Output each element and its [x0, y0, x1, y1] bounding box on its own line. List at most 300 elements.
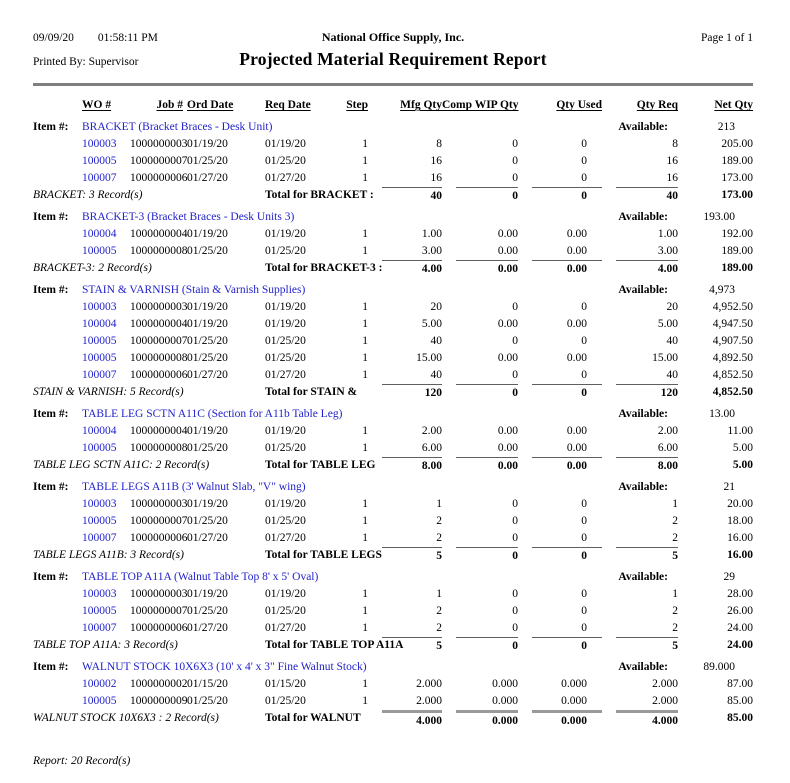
- section-total-row: [33, 457, 753, 474]
- qty-req: 2: [672, 605, 678, 617]
- item-section: [33, 479, 753, 564]
- item-link[interactable]: TABLE LEGS A11B (3' Walnut Slab, "V" wing): [82, 481, 306, 493]
- wo-detail-row: [33, 243, 753, 260]
- available-value: 13.00: [709, 408, 735, 420]
- ord-date: 01/25/20: [187, 155, 228, 167]
- wo-link[interactable]: 100004: [82, 228, 117, 240]
- available-label: Available:: [618, 284, 668, 296]
- req-date: 01/19/20: [265, 425, 306, 437]
- job-number: 1000000008: [130, 442, 188, 454]
- mfg-qty: 2: [436, 605, 442, 617]
- wo-detail-row: [33, 440, 753, 457]
- comp-wip-qty: 0: [512, 369, 518, 381]
- wo-detail-row: [33, 299, 753, 316]
- wo-link[interactable]: 100005: [82, 155, 117, 167]
- wo-number-cell: [82, 496, 130, 513]
- row-indent: [33, 530, 82, 547]
- item-section: [33, 282, 753, 401]
- total-comp-wip-qty: 0: [456, 547, 518, 565]
- row-indent: [33, 243, 82, 260]
- step: 1: [362, 155, 368, 167]
- item-label: Item #:: [33, 121, 69, 133]
- qty-used: 0: [581, 335, 587, 347]
- net-qty: 189.00: [721, 245, 753, 257]
- col-header-comp-wip-qty: [442, 98, 518, 114]
- qty-req: 40: [666, 369, 678, 381]
- wo-detail-row: [33, 620, 753, 637]
- mfg-qty: 2: [436, 515, 442, 527]
- comp-wip-qty: 0: [512, 301, 518, 313]
- wo-detail-row: [33, 496, 753, 513]
- qty-used: 0.00: [566, 228, 587, 240]
- wo-detail-row: [33, 153, 753, 170]
- ord-date: 01/25/20: [187, 605, 228, 617]
- item-link[interactable]: TABLE TOP A11A (Walnut Table Top 8' x 5' Oval): [82, 571, 319, 583]
- qty-req: 3.00: [657, 245, 678, 257]
- item-header-row: [33, 209, 753, 226]
- row-indent: [33, 136, 82, 153]
- qty-req: 1.00: [657, 228, 678, 240]
- item-label: Item #:: [33, 284, 69, 296]
- total-net-qty: 85.00: [727, 712, 753, 724]
- item-cell: [82, 479, 442, 496]
- item-link[interactable]: BRACKET (Bracket Braces - Desk Unit): [82, 121, 273, 133]
- req-date: 01/15/20: [265, 678, 306, 690]
- job-number: 1000000006: [130, 369, 188, 381]
- wo-link[interactable]: 100003: [82, 498, 117, 510]
- item-cell: [82, 209, 442, 226]
- comp-wip-qty: 0: [512, 532, 518, 544]
- row-indent: [33, 98, 82, 114]
- req-date: 01/25/20: [265, 352, 306, 364]
- total-net-qty: 4,852.50: [712, 386, 753, 398]
- wo-link[interactable]: 100005: [82, 605, 117, 617]
- mfg-qty: 2: [436, 622, 442, 634]
- wo-detail-row: [33, 226, 753, 243]
- wo-detail-row: [33, 136, 753, 153]
- section-total-row: [33, 710, 753, 727]
- section-total-row: [33, 260, 753, 277]
- wo-number-cell: [82, 530, 130, 547]
- qty-used: 0.000: [561, 678, 587, 690]
- req-date: 01/25/20: [265, 335, 306, 347]
- total-net-qty: 173.00: [721, 189, 753, 201]
- wo-link[interactable]: 100005: [82, 695, 117, 707]
- wo-number-cell: [82, 440, 130, 457]
- wo-detail-row: [33, 333, 753, 350]
- total-label: Total for WALNUT: [265, 712, 361, 724]
- qty-used: 0: [581, 498, 587, 510]
- wo-link[interactable]: 100003: [82, 588, 117, 600]
- wo-link[interactable]: 100004: [82, 318, 117, 330]
- job-number: 1000000007: [130, 335, 188, 347]
- wo-link[interactable]: 100004: [82, 425, 117, 437]
- qty-req: 6.00: [657, 442, 678, 454]
- wo-number-cell: [82, 367, 130, 384]
- total-mfg-qty: 4.000: [382, 710, 442, 730]
- item-label: Item #:: [33, 661, 69, 673]
- ord-date: 01/19/20: [187, 425, 228, 437]
- job-number: 1000000009: [130, 695, 188, 707]
- net-qty: 189.00: [721, 155, 753, 167]
- row-indent: [33, 226, 82, 243]
- net-qty: 24.00: [727, 622, 753, 634]
- wo-link[interactable]: 100007: [82, 172, 117, 184]
- job-number: 1000000008: [130, 352, 188, 364]
- ord-date: 01/25/20: [187, 245, 228, 257]
- net-qty: 4,947.50: [712, 318, 753, 330]
- total-mfg-qty: 8.00: [382, 457, 442, 475]
- wo-detail-row: [33, 603, 753, 620]
- wo-link[interactable]: 100003: [82, 138, 117, 150]
- comp-wip-qty: 0: [512, 605, 518, 617]
- wo-link[interactable]: 100002: [82, 678, 117, 690]
- item-label: Item #:: [33, 571, 69, 583]
- col-header-qty-req: [602, 98, 678, 114]
- qty-req: 2: [672, 532, 678, 544]
- wo-number-cell: [82, 243, 130, 260]
- row-indent: [33, 350, 82, 367]
- row-indent: [33, 586, 82, 603]
- net-qty: 20.00: [727, 498, 753, 510]
- comp-wip-qty: 0.00: [497, 442, 518, 454]
- step: 1: [362, 515, 368, 527]
- total-qty-req: 8.00: [616, 457, 678, 475]
- total-qty-used: 0.00: [532, 260, 602, 278]
- comp-wip-qty: 0: [512, 138, 518, 150]
- net-qty: 28.00: [727, 588, 753, 600]
- comp-wip-qty: 0.00: [497, 425, 518, 437]
- mfg-qty: 2: [436, 532, 442, 544]
- net-qty: 26.00: [727, 605, 753, 617]
- total-qty-req: 5: [616, 637, 678, 655]
- wo-link[interactable]: 100003: [82, 301, 117, 313]
- net-qty: 87.00: [727, 678, 753, 690]
- total-comp-wip-qty: 0.00: [456, 457, 518, 475]
- item-cell: [82, 659, 442, 676]
- wo-number-cell: [82, 423, 130, 440]
- req-date: 01/25/20: [265, 442, 306, 454]
- qty-req: 1: [672, 588, 678, 600]
- total-comp-wip-qty: 0.00: [456, 260, 518, 278]
- section-total-row: [33, 384, 753, 401]
- wo-number-cell: [82, 513, 130, 530]
- job-number: 1000000006: [130, 622, 188, 634]
- qty-used: 0: [581, 605, 587, 617]
- total-net-qty: 189.00: [721, 262, 753, 274]
- step: 1: [362, 695, 368, 707]
- col-header-label: Net Qty: [714, 99, 753, 111]
- wo-detail-row: [33, 530, 753, 547]
- item-header-row: [33, 569, 753, 586]
- qty-used: 0: [581, 301, 587, 313]
- row-indent: [33, 620, 82, 637]
- ord-date: 01/19/20: [187, 498, 228, 510]
- wo-detail-row: [33, 586, 753, 603]
- total-mfg-qty: 4.00: [382, 260, 442, 278]
- item-header-row: [33, 479, 753, 496]
- mfg-qty: 15.00: [416, 352, 442, 364]
- section-total-row: [33, 187, 753, 204]
- req-date: 01/27/20: [265, 532, 306, 544]
- wo-number-cell: [82, 620, 130, 637]
- comp-wip-qty: 0: [512, 172, 518, 184]
- total-qty-used: 0: [532, 384, 602, 402]
- available-value: 213: [717, 121, 735, 133]
- ord-date: 01/27/20: [187, 369, 228, 381]
- item-link[interactable]: WALNUT STOCK 10X6X3 (10' x 4' x 3" Fine Walnut Stock): [82, 661, 367, 673]
- ord-date: 01/19/20: [187, 318, 228, 330]
- available-value: 193.00: [703, 211, 735, 223]
- total-label: Total for BRACKET :: [265, 189, 374, 201]
- wo-link[interactable]: 100005: [82, 245, 117, 257]
- net-qty: 192.00: [721, 228, 753, 240]
- req-date: 01/27/20: [265, 622, 306, 634]
- item-section: [33, 659, 753, 727]
- col-header-job-number: [130, 98, 183, 114]
- req-date: 01/25/20: [265, 605, 306, 617]
- wo-detail-row: [33, 513, 753, 530]
- wo-number-cell: [82, 676, 130, 693]
- col-header-qty-used: [518, 98, 602, 114]
- comp-wip-qty: 0.000: [492, 678, 518, 690]
- comp-wip-qty: 0: [512, 335, 518, 347]
- ord-date: 01/27/20: [187, 532, 228, 544]
- qty-req: 2.000: [652, 695, 678, 707]
- req-date: 01/19/20: [265, 138, 306, 150]
- item-cell: [82, 569, 442, 586]
- row-indent: [33, 496, 82, 513]
- step: 1: [362, 369, 368, 381]
- qty-used: 0.00: [566, 425, 587, 437]
- wo-detail-row: [33, 423, 753, 440]
- job-number: 1000000003: [130, 138, 188, 150]
- comp-wip-qty: 0.00: [497, 228, 518, 240]
- step: 1: [362, 498, 368, 510]
- section-total-row: [33, 637, 753, 654]
- row-indent: [33, 676, 82, 693]
- qty-req: 15.00: [652, 352, 678, 364]
- comp-wip-qty: 0: [512, 588, 518, 600]
- qty-used: 0: [581, 172, 587, 184]
- comp-wip-qty: 0: [512, 155, 518, 167]
- total-qty-req: 5: [616, 547, 678, 565]
- qty-used: 0.00: [566, 352, 587, 364]
- qty-req: 40: [666, 335, 678, 347]
- net-qty: 18.00: [727, 515, 753, 527]
- total-comp-wip-qty: 0: [456, 187, 518, 205]
- req-date: 01/25/20: [265, 515, 306, 527]
- net-qty: 4,952.50: [712, 301, 753, 313]
- wo-number-cell: [82, 693, 130, 710]
- job-number: 1000000002: [130, 678, 188, 690]
- total-label: Total for TABLE TOP A11A: [265, 639, 404, 651]
- total-qty-req: 4.00: [616, 260, 678, 278]
- job-number: 1000000003: [130, 588, 188, 600]
- step: 1: [362, 622, 368, 634]
- total-qty-used: 0: [532, 187, 602, 205]
- job-number: 1000000004: [130, 425, 188, 437]
- total-label: Total for STAIN &: [265, 386, 358, 398]
- mfg-qty: 40: [430, 369, 442, 381]
- step: 1: [362, 425, 368, 437]
- total-label: Total for TABLE LEG: [265, 459, 376, 471]
- header-rule: [33, 83, 753, 86]
- section-record-count: STAIN & VARNISH: 5 Record(s): [33, 386, 184, 398]
- wo-link[interactable]: 100007: [82, 532, 117, 544]
- col-header-label: Step: [346, 99, 368, 111]
- item-section: [33, 569, 753, 654]
- qty-req: 20: [666, 301, 678, 313]
- wo-number-cell: [82, 170, 130, 187]
- col-header-label: Req Date: [265, 99, 311, 111]
- net-qty: 173.00: [721, 172, 753, 184]
- req-date: 01/27/20: [265, 369, 306, 381]
- mfg-qty: 8: [436, 138, 442, 150]
- wo-link[interactable]: 100007: [82, 369, 117, 381]
- req-date: 01/19/20: [265, 318, 306, 330]
- wo-link[interactable]: 100005: [82, 442, 117, 454]
- available-label: Available:: [618, 661, 668, 673]
- job-number: 1000000003: [130, 498, 188, 510]
- job-number: 1000000007: [130, 155, 188, 167]
- ord-date: 01/25/20: [187, 442, 228, 454]
- step: 1: [362, 588, 368, 600]
- row-indent: [33, 299, 82, 316]
- print-date: 09/09/20: [33, 32, 74, 44]
- page-header: [33, 30, 753, 45]
- row-indent: [33, 170, 82, 187]
- req-date: 01/25/20: [265, 695, 306, 707]
- wo-link[interactable]: 100005: [82, 352, 117, 364]
- ord-date: 01/27/20: [187, 172, 228, 184]
- comp-wip-qty: 0: [512, 515, 518, 527]
- wo-number-cell: [82, 226, 130, 243]
- wo-number-cell: [82, 299, 130, 316]
- item-section: [33, 119, 753, 204]
- total-qty-used: 0: [532, 547, 602, 565]
- qty-used: 0.00: [566, 442, 587, 454]
- available-label: Available:: [618, 121, 668, 133]
- comp-wip-qty: 0.000: [492, 695, 518, 707]
- col-header-req-date: [265, 98, 330, 114]
- page-number: Page 1 of 1: [700, 32, 753, 44]
- row-indent: [33, 316, 82, 333]
- col-header-label: WO #: [82, 99, 112, 111]
- comp-wip-qty: 0: [512, 622, 518, 634]
- total-comp-wip-qty: 0.000: [456, 710, 518, 730]
- mfg-qty: 2.000: [416, 678, 442, 690]
- wo-link[interactable]: 100007: [82, 622, 117, 634]
- ord-date: 01/19/20: [187, 138, 228, 150]
- ord-date: 01/15/20: [187, 678, 228, 690]
- job-number: 1000000004: [130, 318, 188, 330]
- item-cell: [82, 282, 442, 299]
- item-link[interactable]: TABLE LEG SCTN A11C (Section for A11b Table Leg): [82, 408, 343, 420]
- ord-date: 01/25/20: [187, 515, 228, 527]
- qty-req: 8: [672, 138, 678, 150]
- mfg-qty: 3.00: [421, 245, 442, 257]
- step: 1: [362, 532, 368, 544]
- qty-req: 2.00: [657, 425, 678, 437]
- row-indent: [33, 440, 82, 457]
- mfg-qty: 20: [430, 301, 442, 313]
- qty-req: 2.000: [652, 678, 678, 690]
- req-date: 01/19/20: [265, 588, 306, 600]
- qty-used: 0: [581, 138, 587, 150]
- total-qty-req: 40: [616, 187, 678, 205]
- total-qty-req: 120: [616, 384, 678, 402]
- ord-date: 01/25/20: [187, 352, 228, 364]
- comp-wip-qty: 0.00: [497, 245, 518, 257]
- qty-used: 0: [581, 515, 587, 527]
- item-link[interactable]: STAIN & VARNISH (Stain & Varnish Supplies): [82, 284, 306, 296]
- col-header-label: Comp WIP Qty: [442, 99, 519, 111]
- col-header-label: Mfg Qty: [400, 99, 442, 111]
- ord-date: 01/27/20: [187, 622, 228, 634]
- item-header-row: [33, 119, 753, 136]
- wo-link[interactable]: 100005: [82, 515, 117, 527]
- available-label: Available:: [618, 211, 668, 223]
- mfg-qty: 40: [430, 335, 442, 347]
- step: 1: [362, 335, 368, 347]
- wo-number-cell: [82, 153, 130, 170]
- section-total-row: [33, 547, 753, 564]
- mfg-qty: 16: [430, 172, 442, 184]
- available-value: 29: [723, 571, 735, 583]
- item-header-row: [33, 659, 753, 676]
- total-qty-used: 0.00: [532, 457, 602, 475]
- available-value: 21: [723, 481, 735, 493]
- row-indent: [33, 423, 82, 440]
- section-record-count: TABLE LEGS A11B: 3 Record(s): [33, 549, 184, 561]
- wo-detail-row: [33, 170, 753, 187]
- item-section: [33, 406, 753, 474]
- wo-number-cell: [82, 350, 130, 367]
- net-qty: 85.00: [727, 695, 753, 707]
- total-label: Total for BRACKET-3 :: [265, 262, 383, 274]
- qty-req: 2: [672, 515, 678, 527]
- section-record-count: WALNUT STOCK 10X6X3 : 2 Record(s): [33, 712, 219, 724]
- mfg-qty: 1.00: [421, 228, 442, 240]
- column-headers: [33, 98, 753, 114]
- req-date: 01/19/20: [265, 228, 306, 240]
- wo-link[interactable]: 100005: [82, 335, 117, 347]
- net-qty: 5.00: [732, 442, 753, 454]
- ord-date: 01/19/20: [187, 301, 228, 313]
- item-link[interactable]: BRACKET-3 (Bracket Braces - Desk Units 3): [82, 211, 295, 223]
- total-qty-req: 4.000: [616, 710, 678, 730]
- total-qty-used: 0: [532, 637, 602, 655]
- job-number: 1000000004: [130, 228, 188, 240]
- item-label: Item #:: [33, 481, 69, 493]
- section-record-count: TABLE LEG SCTN A11C: 2 Record(s): [33, 459, 210, 471]
- wo-detail-row: [33, 350, 753, 367]
- qty-req: 5.00: [657, 318, 678, 330]
- total-label: Total for TABLE LEGS: [265, 549, 382, 561]
- item-header-row: [33, 282, 753, 299]
- report-body: [33, 119, 753, 727]
- total-net-qty: 5.00: [732, 459, 753, 471]
- qty-used: 0: [581, 588, 587, 600]
- row-indent: [33, 333, 82, 350]
- print-datetime: [33, 32, 208, 44]
- job-number: 1000000007: [130, 605, 188, 617]
- qty-req: 16: [666, 155, 678, 167]
- item-cell: [82, 119, 442, 136]
- report-title: Projected Material Requirement Report: [239, 49, 547, 69]
- job-number: 1000000006: [130, 172, 188, 184]
